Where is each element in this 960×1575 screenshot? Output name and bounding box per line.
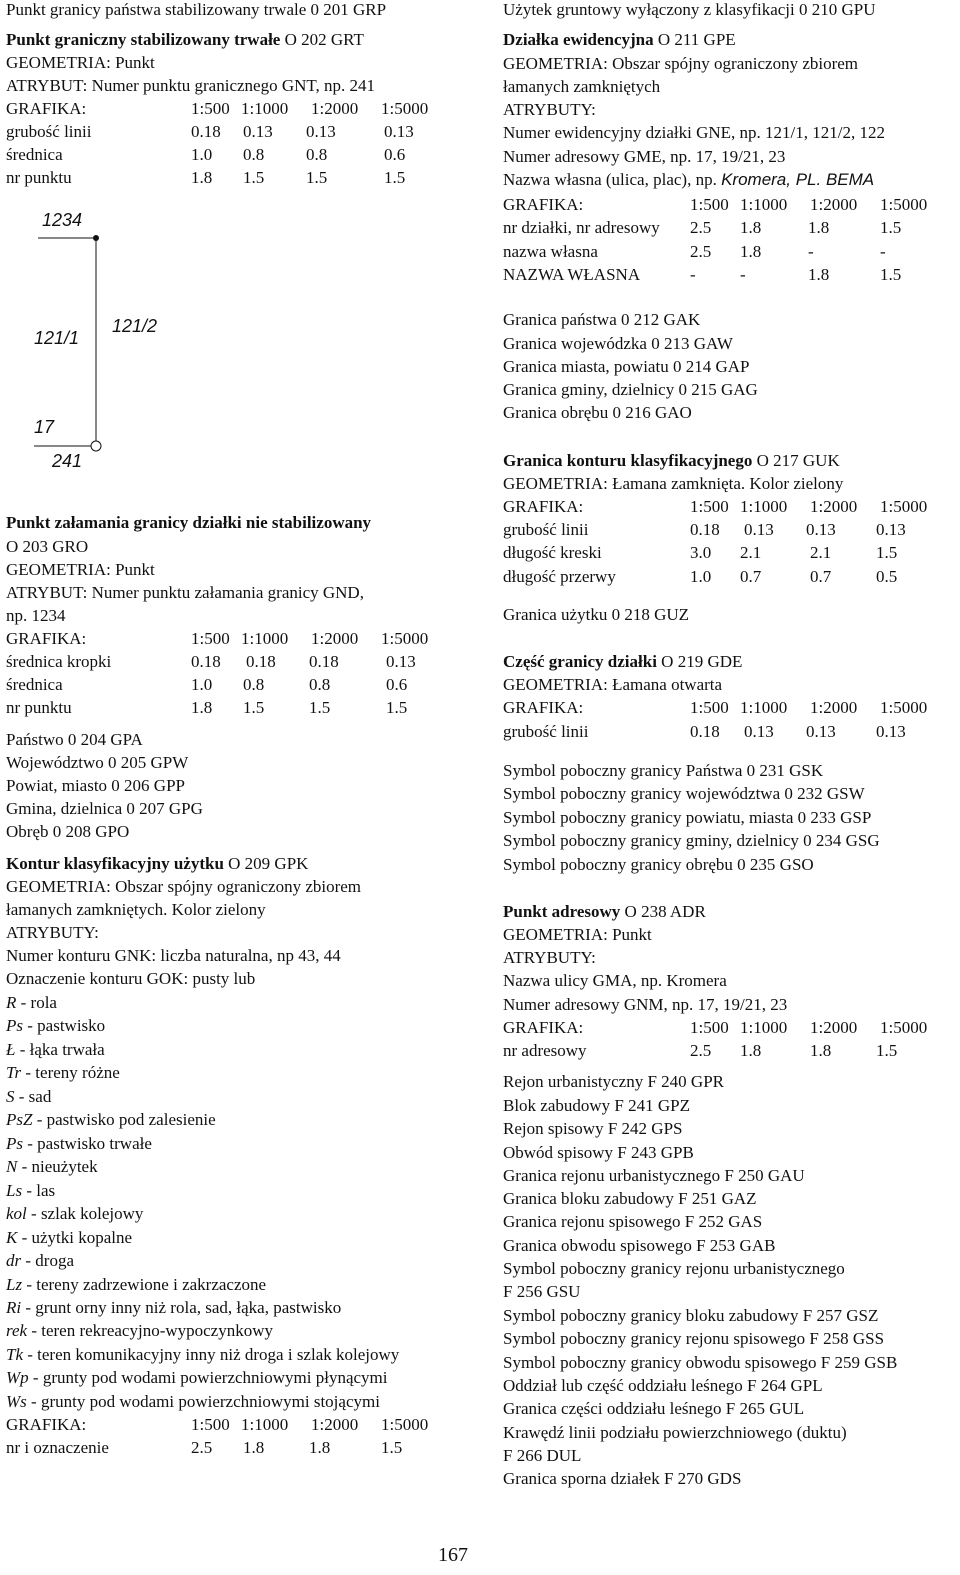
code-item: S - sad: [6, 1087, 52, 1106]
entry-line: Granica części oddziału leśnego F 265 GUL: [503, 1399, 805, 1418]
parcel-number-label: 121/2: [112, 316, 158, 336]
entry-line: Użytek gruntowy wyłączony z klasyfikacji 0 210 GPU: [503, 0, 876, 19]
code-item: Ri - grunt orny inny niż rola, sad, łąka, pastwisko: [6, 1298, 342, 1317]
entry-line: Granica rejonu urbanistycznego F 250 GAU: [503, 1166, 805, 1185]
entry-heading: Część granicy działki O 219 GDE: [503, 652, 743, 671]
parcel-number-label: 121/1: [34, 328, 80, 348]
grafika-row: nazwa własna 2.5 1.8 - -: [503, 242, 886, 261]
geometry-line: GEOMETRIA: Obszar spójny ograniczony zbiorem: [503, 54, 859, 73]
grafika-row: grubość linii 0.18 0.13 0.13 0.13: [503, 520, 906, 539]
entry-line: Granica miasta, powiatu 0 214 GAP: [503, 357, 750, 376]
grafika-header: GRAFIKA: 1:500 1:1000 1:2000 1:5000: [6, 1415, 429, 1434]
attribute-line: ATRYBUTY:: [503, 100, 596, 119]
code-item: Ls - las: [6, 1181, 56, 1200]
geometry-line: GEOMETRIA: Punkt: [6, 560, 155, 579]
entry-line: Symbol poboczny granicy rejonu urbanistycznego: [503, 1259, 845, 1278]
entry-line: Powiat, miasto 0 206 GPP: [6, 776, 185, 795]
attribute-line: ATRYBUTY:: [503, 948, 596, 967]
grafika-row: nr punktu 1.8 1.5 1.5 1.5: [6, 168, 406, 187]
entry-heading: Działka ewidencyjna O 211 GPE: [503, 30, 736, 49]
geometry-line: GEOMETRIA: Obszar spójny ograniczony zbiorem: [6, 877, 362, 896]
attribute-line: Nazwa ulicy GMA, np. Kromera: [503, 971, 727, 990]
grafika-row: długość przerwy 1.0 0.7 0.7 0.5: [503, 567, 898, 586]
entry-line: Granica obrębu 0 216 GAO: [503, 403, 692, 422]
geometry-line: GEOMETRIA: Punkt: [503, 925, 652, 944]
grafika-row: średnica 1.0 0.8 0.8 0.6: [6, 675, 408, 694]
geometry-line: GEOMETRIA: Łamana otwarta: [503, 675, 723, 694]
entry-line: Obwód spisowy F 243 GPB: [503, 1143, 694, 1162]
code-item: rek - teren rekreacyjno-wypoczynkowy: [6, 1321, 273, 1340]
attribute-line: Numer adresowy GNM, np. 17, 19/21, 23: [503, 995, 788, 1014]
attribute-line: ATRYBUT: Numer punktu granicznego GNT, np. 241: [6, 76, 376, 95]
code-item: N - nieużytek: [6, 1157, 98, 1176]
entry-line: Symbol poboczny granicy Państwa 0 231 GSK: [503, 761, 824, 780]
grafika-header: GRAFIKA: 1:500 1:1000 1:2000 1:5000: [503, 497, 928, 516]
entry-line: Obręb 0 208 GPO: [6, 822, 130, 841]
code-item: Tr - tereny różne: [6, 1063, 120, 1082]
code-item: Ps - pastwisko: [6, 1016, 106, 1035]
entry-heading: Kontur klasyfikacyjny użytku O 209 GPK: [6, 854, 309, 873]
grafika-row: grubość linii 0.18 0.13 0.13 0.13: [6, 122, 414, 141]
geometry-line: GEOMETRIA: Punkt: [6, 53, 155, 72]
unstabilized-point-dot: [93, 235, 99, 241]
grafika-row: nr punktu 1.8 1.5 1.5 1.5: [6, 698, 408, 717]
entry-line: Gmina, dzielnica 0 207 GPG: [6, 799, 203, 818]
code-item: Ps - pastwisko trwałe: [6, 1134, 152, 1153]
entry-line: Blok zabudowy F 241 GPZ: [503, 1096, 690, 1115]
entry-line: Województwo 0 205 GPW: [6, 753, 189, 772]
code-item: Ws - grunty pod wodami powierzchniowymi stojącymi: [6, 1392, 380, 1411]
entry-heading: Punkt graniczny stabilizowany trwałe O 202 GRT: [6, 30, 364, 49]
entry-line: Symbol poboczny granicy powiatu, miasta 0 233 GSP: [503, 808, 872, 827]
grafika-header: GRAFIKA: 1:500 1:1000 1:2000 1:5000: [6, 629, 429, 648]
entry-line: Symbol poboczny granicy bloku zabudowy F 257 GSZ: [503, 1306, 879, 1325]
entry-title: Punkt granicy państwa stabilizowany trwale 0 201 GRP: [6, 0, 387, 19]
code-item: kol - szlak kolejowy: [6, 1204, 144, 1223]
code-item: R - rola: [6, 993, 57, 1012]
point-number-label: 1234: [42, 210, 83, 230]
grafika-header: GRAFIKA: 1:500 1:1000 1:2000 1:5000: [6, 99, 429, 118]
grafika-header: GRAFIKA: 1:500 1:1000 1:2000 1:5000: [503, 195, 928, 214]
code-item: Tk - teren komunikacyjny inny niż droga i szlak kolejowy: [6, 1345, 400, 1364]
entry-line: Granica wojewódzka 0 213 GAW: [503, 334, 733, 353]
stabilized-point-circle: [91, 441, 101, 451]
attribute-line: Numer adresowy GME, np. 17, 19/21, 23: [503, 147, 786, 166]
entry-line: Granica gminy, dzielnicy 0 215 GAG: [503, 380, 758, 399]
entry-line: Rejon spisowy F 242 GPS: [503, 1119, 683, 1138]
entry-line: Symbol poboczny granicy gminy, dzielnicy 0 234 GSG: [503, 831, 880, 850]
geometry-line: łamanych zamkniętych. Kolor zielony: [6, 900, 266, 919]
entry-line: Granica użytku 0 218 GUZ: [503, 605, 690, 624]
code-item: Wp - grunty pod wodami powierzchniowymi płynącymi: [6, 1368, 388, 1387]
grafika-row: nr adresowy 2.5 1.8 1.8 1.5: [503, 1041, 898, 1060]
entry-line: F 256 GSU: [503, 1282, 581, 1301]
point-number-label: 241: [52, 451, 83, 471]
code-item: K - użytki kopalne: [6, 1228, 133, 1247]
entry-line: Symbol poboczny granicy rejonu spisowego F 258 GSS: [503, 1329, 885, 1348]
entry-line: F 266 DUL: [503, 1446, 582, 1465]
code-item: dr - droga: [6, 1251, 74, 1270]
attribute-line: ATRYBUT: Numer punktu załamania granicy GND,: [6, 583, 364, 602]
code-item: PsZ - pastwisko pod zalesienie: [6, 1110, 216, 1129]
grafika-row: NAZWA WŁASNA - - 1.8 1.5: [503, 265, 902, 284]
entry-line: Granica rejonu spisowego F 252 GAS: [503, 1212, 763, 1231]
grafika-header: GRAFIKA: 1:500 1:1000 1:2000 1:5000: [503, 698, 928, 717]
entry-heading: Punkt adresowy O 238 ADR: [503, 902, 706, 921]
code-item: Ł - łąka trwała: [6, 1040, 105, 1059]
address-number-label: 17: [34, 417, 55, 437]
entry-line: Krawędź linii podziału powierzchniowego (duktu): [503, 1423, 847, 1442]
grafika-header: GRAFIKA: 1:500 1:1000 1:2000 1:5000: [503, 1018, 928, 1037]
entry-line: Granica państwa 0 212 GAK: [503, 310, 701, 329]
geometry-line: GEOMETRIA: Łamana zamknięta. Kolor zielony: [503, 474, 844, 493]
grafika-row: średnica kropki 0.18 0.18 0.18 0.13: [6, 652, 416, 671]
entry-heading: Punkt załamania granicy działki nie stabilizowany: [6, 513, 372, 532]
attribute-line: np. 1234: [6, 606, 66, 625]
entry-heading: O 203 GRO: [6, 537, 89, 556]
attribute-line: Nazwa własna (ulica, plac), np. Kromera, PL. BEMA: [503, 170, 875, 189]
entry-line: Granica obwodu spisowego F 253 GAB: [503, 1236, 776, 1255]
entry-line: Oddział lub część oddziału leśnego F 264 GPL: [503, 1376, 823, 1395]
entry-line: Państwo 0 204 GPA: [6, 730, 143, 749]
grafika-row: nr działki, nr adresowy 2.5 1.8 1.8 1.5: [503, 218, 902, 237]
attribute-line: Oznaczenie konturu GOK: pusty lub: [6, 969, 256, 988]
entry-line: Symbol poboczny granicy obrębu 0 235 GSO: [503, 855, 814, 874]
entry-heading: Granica konturu klasyfikacyjnego O 217 GUK: [503, 451, 840, 470]
entry-line: Symbol poboczny granicy obwodu spisowego F 259 GSB: [503, 1353, 898, 1372]
entry-line: Granica sporna działek F 270 GDS: [503, 1469, 742, 1488]
geometry-line: łamanych zamkniętych: [503, 77, 661, 96]
grafika-row: grubość linii 0.18 0.13 0.13 0.13: [503, 722, 906, 741]
attribute-line: Numer konturu GNK: liczba naturalna, np 43, 44: [6, 946, 341, 965]
grafika-row: nr i oznaczenie 2.5 1.8 1.8 1.5: [6, 1438, 403, 1457]
code-item: Lz - tereny zadrzewione i zakrzaczone: [6, 1275, 267, 1294]
attribute-line: ATRYBUTY:: [6, 923, 99, 942]
grafika-row: długość kreski 3.0 2.1 2.1 1.5: [503, 543, 898, 562]
grafika-row: średnica 1.0 0.8 0.8 0.6: [6, 145, 406, 164]
entry-line: Granica bloku zabudowy F 251 GAZ: [503, 1189, 757, 1208]
entry-line: Rejon urbanistyczny F 240 GPR: [503, 1072, 724, 1091]
attribute-line: Numer ewidencyjny działki GNE, np. 121/1, 121/2, 122: [503, 123, 885, 142]
entry-line: Symbol poboczny granicy województwa 0 232 GSW: [503, 784, 865, 803]
page-number: 167: [438, 1544, 468, 1566]
